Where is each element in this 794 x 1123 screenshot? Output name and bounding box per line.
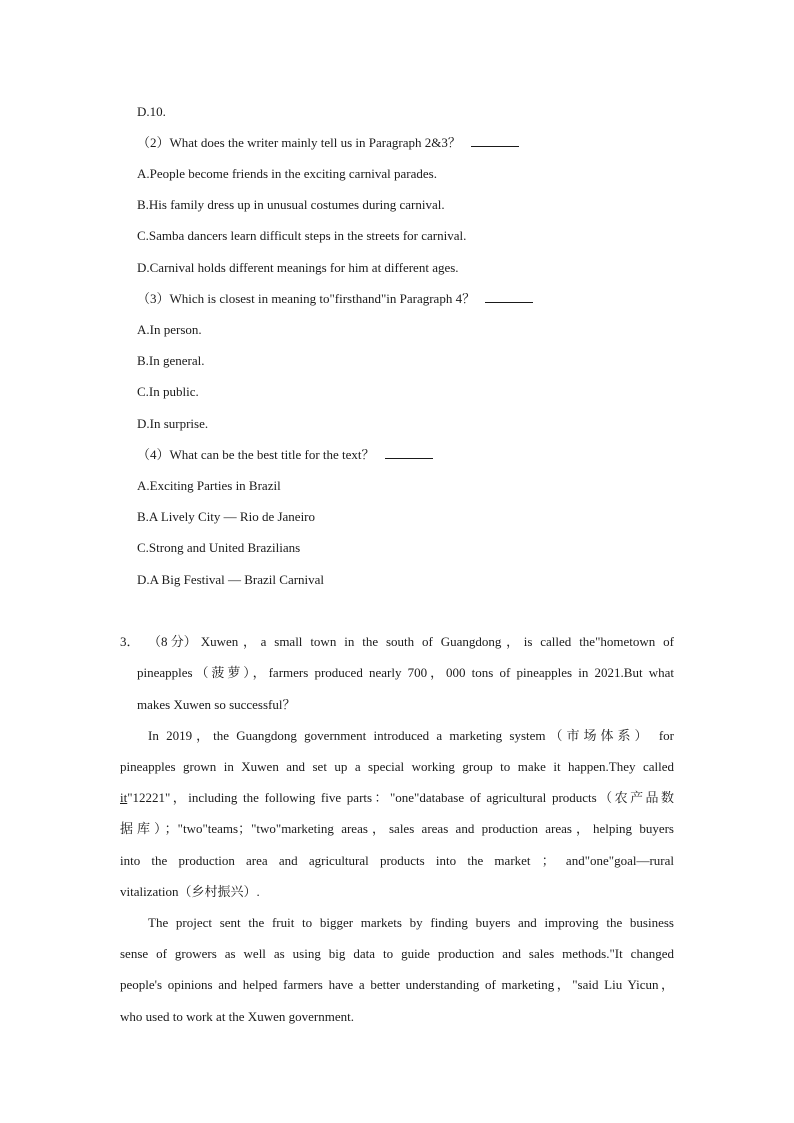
- section3-number: 3．: [120, 634, 140, 649]
- q3-option-c: C.In public.: [137, 384, 199, 399]
- section3-intro-line-2: pineapples（菠萝），farmers produced nearly 700，000 tons of pineapples in 2021.But what: [137, 665, 674, 680]
- para1-line-3-text: "12221"，including the following five parts："one"database of agricultural products（农产品数: [127, 790, 674, 805]
- prev-option-d: D.10.: [137, 104, 166, 119]
- q4-option-c: C.Strong and United Brazilians: [137, 540, 301, 555]
- q3-option-b: B.In general.: [137, 353, 205, 368]
- para1-line-2: pineapples grown in Xuwen and set up a special working group to make it happen.They called: [120, 759, 674, 774]
- q3-stem: [137, 290, 533, 308]
- q2-answer-blank[interactable]: [471, 134, 519, 147]
- q4-option-a: A.Exciting Parties in Brazil: [137, 478, 281, 493]
- section3-intro-line-3: makes Xuwen so successful？: [137, 697, 296, 712]
- q4-stem: [137, 446, 433, 464]
- q2-option-c: C.Samba dancers learn difficult steps in the streets for carnival.: [137, 228, 467, 243]
- section3-intro-text-1: Xuwen，a small town in the south of Guangdong，is called the"hometown of: [200, 634, 674, 649]
- q3-option-a: A.In person.: [137, 322, 202, 337]
- para2-line-1: The project sent the fruit to bigger markets by finding buyers and improving the business: [148, 915, 674, 930]
- q2-option-a: A.People become friends in the exciting carnival parades.: [137, 166, 437, 181]
- para1-line-4: 据库）；"two"teams；"two"marketing areas，sales areas and production areas，helping buyers: [120, 821, 674, 836]
- q3-stem-text: （3）Which is closest in meaning to"firsthand"in Paragraph 4？: [137, 291, 476, 306]
- para1-line-1: In 2019，the Guangdong government introduced a marketing system（市场体系） for: [148, 728, 674, 743]
- q3-option-d: D.In surprise.: [137, 416, 209, 431]
- para1-line-5: into the production area and agricultural products into the market ； and"one"goal—rural: [120, 853, 674, 868]
- para2-line-4: who used to work at the Xuwen government.: [120, 1009, 354, 1024]
- para2-line-2: sense of growers as well as using big data to guide production and sales methods."It changed: [120, 946, 674, 961]
- q2-stem-text: （2）What does the writer mainly tell us in Paragraph 2&3？: [137, 135, 461, 150]
- section3-intro-line-1: [148, 633, 674, 651]
- para1-line-6: vitalization（乡村振兴）.: [120, 884, 260, 899]
- q4-option-b: B.A Lively City — Rio de Janeiro: [137, 509, 316, 524]
- para1-line-3: [120, 789, 674, 807]
- q2-option-d: D.Carnival holds different meanings for him at different ages.: [137, 260, 459, 275]
- para1-it-word: it: [120, 790, 128, 805]
- q2-stem: [137, 134, 519, 152]
- q4-option-d: D.A Big Festival — Brazil Carnival: [137, 572, 325, 587]
- section3-points: （8 分）: [148, 634, 197, 649]
- q3-answer-blank[interactable]: [485, 290, 533, 303]
- q2-option-b: B.His family dress up in unusual costumes during carnival.: [137, 197, 445, 212]
- q4-stem-text: （4）What can be the best title for the text？: [137, 447, 375, 462]
- para2-line-3: people's opinions and helped farmers have a better understanding of marketing，"said Liu Yicun，: [120, 977, 674, 992]
- q4-answer-blank[interactable]: [385, 446, 433, 459]
